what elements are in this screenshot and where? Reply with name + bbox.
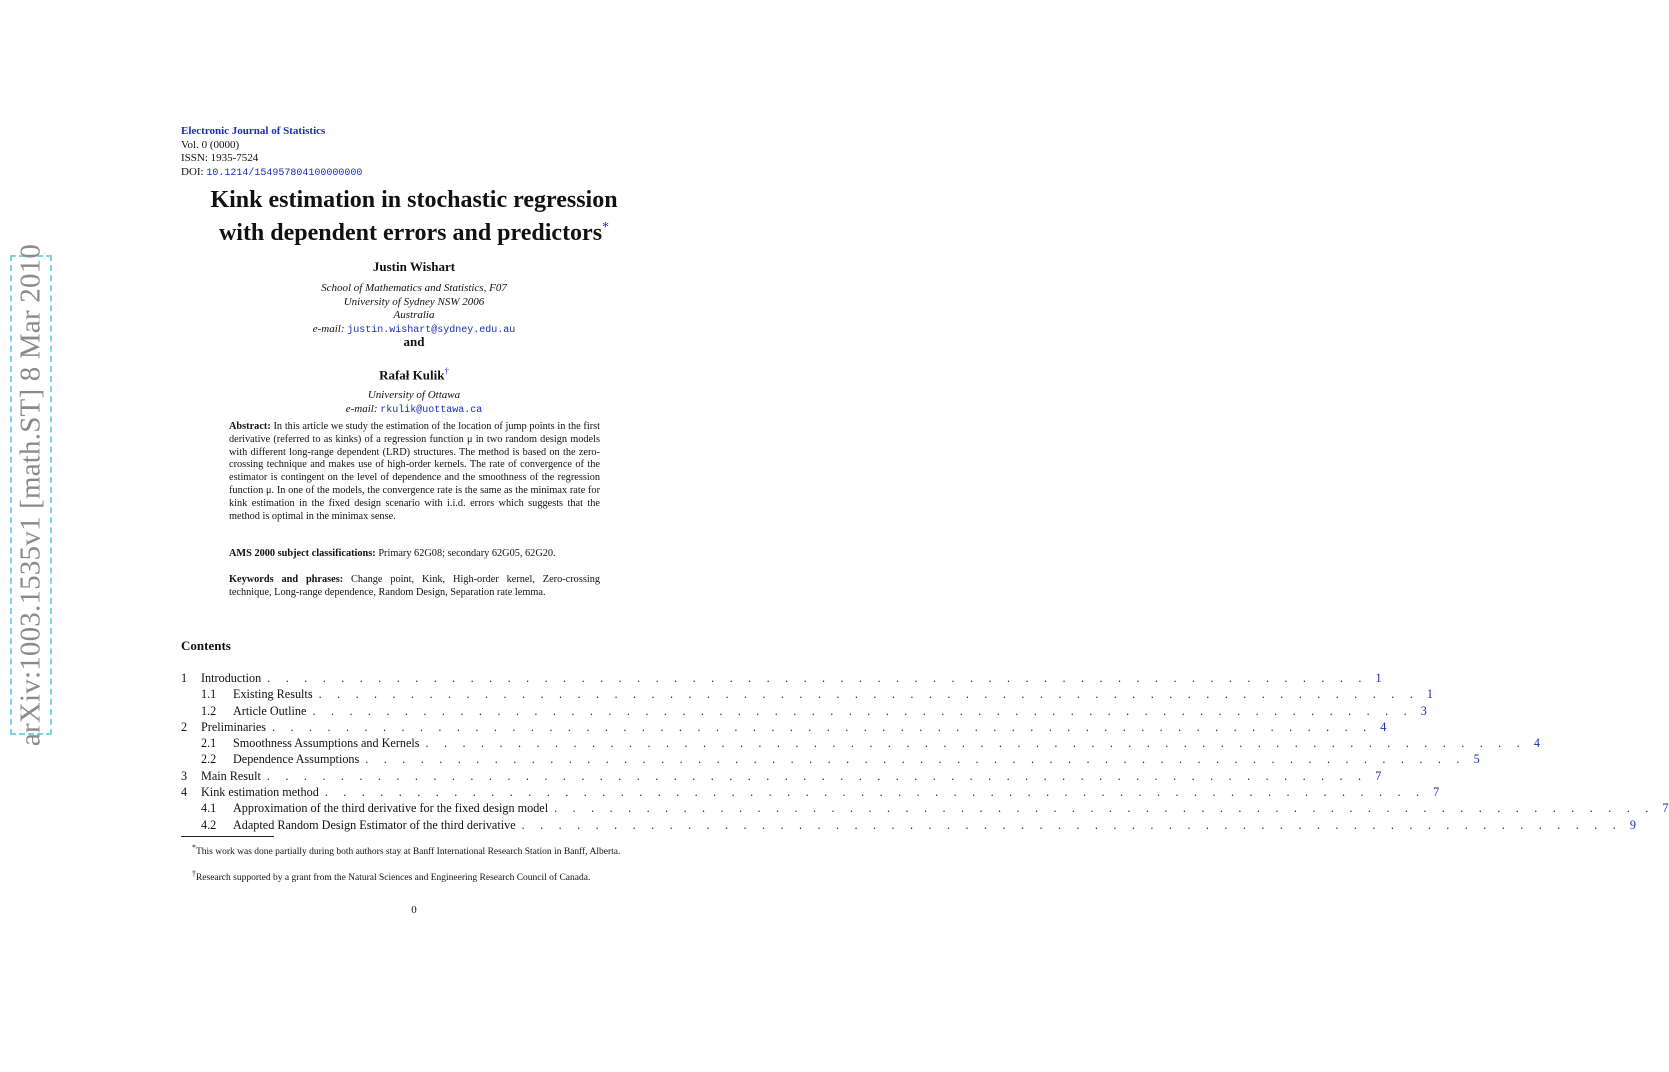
toc-leader-dots: . . . . . . . . . . . . . . . . . . . . . . . . . . . . . . . . . . . . . . . . . . . . . . . . . . . . . . . . . . . .: [267, 671, 1368, 685]
footnote-1: [181, 841, 646, 859]
journal-doi: [181, 166, 362, 181]
toc-entry-page[interactable]: 3: [1420, 703, 1427, 718]
journal-issn: ISSN: 1935-7524: [181, 152, 259, 164]
toc-entry-title[interactable]: Dependence Assumptions: [233, 752, 360, 767]
abstract: [229, 421, 600, 523]
abstract-label: Abstract:: [229, 421, 271, 432]
toc-leader-dots: . . . . . . . . . . . . . . . . . . . . . . . . . . . . . . . . . . . . . . . . . . . . . . . . . . . . . . . . . . . .: [312, 703, 1413, 718]
journal-header: [181, 125, 362, 180]
footnote-2-text: Research supported by a grant from the Natural Sciences and Engineering Research Council of Canada.: [195, 873, 591, 884]
journal-name[interactable]: Electronic Journal of Statistics: [181, 125, 326, 137]
toc-leader-dots: . . . . . . . . . . . . . . . . . . . . . . . . . . . . . . . . . . . . . . . . . . . . . . . . . . . . . . . . . . . .: [266, 768, 1368, 783]
toc-entry[interactable]: [181, 686, 1433, 702]
author-2-footnote-mark[interactable]: †: [444, 366, 449, 376]
author-2-name-line: [0, 366, 828, 383]
toc-entry-number: 1.2: [201, 703, 217, 718]
footnote-2: [181, 867, 646, 885]
toc-entry-title[interactable]: Existing Results: [233, 687, 313, 702]
toc-leader-dots: . . . . . . . . . . . . . . . . . . . . . . . . . . . . . . . . . . . . . . . . . . . . . . . . . . . . . . . . . . . .: [554, 801, 1655, 816]
ams-text: Primary 62G08; secondary 62G05, 62G20.: [378, 548, 556, 559]
arxiv-stamp-text: arXiv:1003.1535v1 [math.ST] 8 Mar 2010: [14, 243, 47, 747]
toc-entry-number: 4.2: [201, 817, 217, 832]
toc-entry-number: 2: [181, 719, 188, 734]
toc-entry-page[interactable]: 5: [1473, 752, 1480, 767]
footnote-rule: [181, 836, 274, 837]
toc-entry-title[interactable]: Approximation of the third derivative for the fixed design model: [233, 801, 549, 816]
keywords-text: Change point, Kink, High-order kernel, Zero-crossing technique, Long-range dependence, Random Design, Separation rate lemma.: [229, 574, 600, 598]
author-2-email-line: [0, 403, 828, 418]
author-2-affil-1: University of Ottawa: [367, 389, 461, 401]
toc-leader-dots: . . . . . . . . . . . . . . . . . . . . . . . . . . . . . . . . . . . . . . . . . . . . . . . . . . . . . . . . . . . .: [318, 687, 1419, 702]
toc-entry[interactable]: [181, 670, 1382, 686]
title-line-1: Kink estimation in stochastic regression: [210, 187, 618, 213]
footnote-1-mark: *: [192, 843, 196, 852]
toc-entry-page[interactable]: 7: [1375, 768, 1382, 783]
author-1-affil-1: School of Mathematics and Statistics, F07: [321, 282, 507, 294]
doi-link[interactable]: 10.1214/154957804100000000: [206, 167, 363, 179]
author-1-affil-3: Australia: [393, 309, 435, 321]
toc-entry-number: 1: [181, 671, 188, 685]
toc-entry[interactable]: [181, 800, 1669, 816]
toc-leader-dots: . . . . . . . . . . . . . . . . . . . . . . . . . . . . . . . . . . . . . . . . . . . . . . . . . . . . . . . . . . . .: [365, 752, 1466, 767]
toc-entry-number: 4.1: [201, 801, 217, 816]
footnote-1-text: This work was done partially during both authors stay at Banff International Research Station in Banff, Alberta.: [195, 847, 621, 858]
toc-leader-dots: . . . . . . . . . . . . . . . . . . . . . . . . . . . . . . . . . . . . . . . . . . . . . . . . . . . . . . . . . . . .: [324, 785, 1426, 800]
toc-entry-page[interactable]: 4: [1380, 719, 1387, 734]
page-number: 0: [411, 904, 417, 916]
title-line-2: with dependent errors and predictors*: [218, 220, 610, 246]
toc-entry-page[interactable]: 7: [1662, 801, 1669, 816]
author-2-affiliation: [0, 389, 828, 417]
toc-entry-number: 1.1: [201, 687, 217, 702]
toc-entry-title[interactable]: Article Outline: [233, 703, 307, 718]
toc-entry[interactable]: [181, 735, 1540, 751]
author-1-name: Justin Wishart: [372, 259, 456, 274]
toc-entry[interactable]: [181, 817, 1637, 833]
ams-label: AMS 2000 subject classifications:: [229, 548, 376, 559]
table-of-contents: [181, 670, 1669, 833]
toc-entry-title[interactable]: Introduction: [201, 671, 262, 685]
toc-leader-dots: . . . . . . . . . . . . . . . . . . . . . . . . . . . . . . . . . . . . . . . . . . . . . . . . . . . . . . . . . . . .: [271, 719, 1373, 734]
keywords-label: Keywords and phrases:: [229, 574, 344, 585]
toc-entry[interactable]: [181, 703, 1427, 719]
toc-entry-page[interactable]: 9: [1629, 817, 1637, 832]
toc-leader-dots: . . . . . . . . . . . . . . . . . . . . . . . . . . . . . . . . . . . . . . . . . . . . . . . . . . . . . . . . . . . .: [425, 736, 1526, 751]
toc-entry[interactable]: [181, 719, 1387, 735]
author-1-email[interactable]: justin.wishart@sydney.edu.au: [347, 324, 516, 336]
toc-entry-number: 2.1: [201, 736, 217, 751]
email-label: e-mail:: [345, 402, 378, 415]
toc-entry[interactable]: [181, 768, 1382, 784]
journal-volume: Vol. 0 (0000): [181, 138, 240, 151]
ams-classification: [229, 548, 600, 561]
toc-entry-page[interactable]: 1: [1375, 671, 1382, 685]
toc-entry-number: 3: [181, 768, 188, 783]
toc-entry[interactable]: [181, 784, 1440, 800]
footnote-2-mark: †: [192, 869, 196, 878]
contents-heading: Contents: [181, 638, 231, 653]
doi-label: DOI:: [181, 165, 204, 178]
author-1-affiliation: [0, 282, 828, 337]
toc-entry-title[interactable]: Preliminaries: [201, 719, 266, 734]
toc-entry-page[interactable]: 7: [1433, 785, 1440, 800]
toc-entry-number: 2.2: [201, 752, 217, 767]
toc-entry-page[interactable]: 4: [1533, 736, 1540, 751]
author-2-name: Rafał Kulik: [379, 367, 445, 383]
toc-entry-title[interactable]: Adapted Random Design Estimator of the third derivative: [233, 817, 516, 832]
paper-title: [100, 186, 728, 247]
author-2-email[interactable]: rkulik@uottawa.ca: [380, 404, 483, 416]
toc-entry-title[interactable]: Main Result: [201, 768, 261, 783]
toc-entry-title[interactable]: Kink estimation method: [201, 785, 319, 800]
toc-entry-page[interactable]: 1: [1426, 687, 1433, 702]
keywords: [229, 574, 600, 600]
toc-leader-dots: . . . . . . . . . . . . . . . . . . . . . . . . . . . . . . . . . . . . . . . . . . . . . . . . . . . . . . . . . . . .: [521, 817, 1623, 832]
toc-entry-number: 4: [181, 785, 188, 800]
toc-entry-title[interactable]: Smoothness Assumptions and Kernels: [233, 736, 420, 751]
title-footnote-mark[interactable]: *: [602, 220, 610, 235]
author-1-affil-2: University of Sydney NSW 2006: [343, 295, 485, 308]
email-label: e-mail:: [312, 322, 345, 335]
toc-entry[interactable]: [181, 751, 1480, 767]
abstract-text: In this article we study the estimation of the location of jump points in the first derivative (referred to as kinks) of a regression function μ in two random design models with different long-range dependent (LRD) structures. The method is based on the zero-crossing technique and makes use of high-order kernels. The rate of convergence of the estimator is contingent on the level of dependence and the smoothness of the regression function μ. In one of the models, the convergence rate is the same as the minimax rate for kink estimation in the fixed design scenario with i.i.d. errors which suggests that the method is optimal in the minimax sense.: [229, 421, 600, 522]
and-separator: and: [403, 334, 425, 349]
